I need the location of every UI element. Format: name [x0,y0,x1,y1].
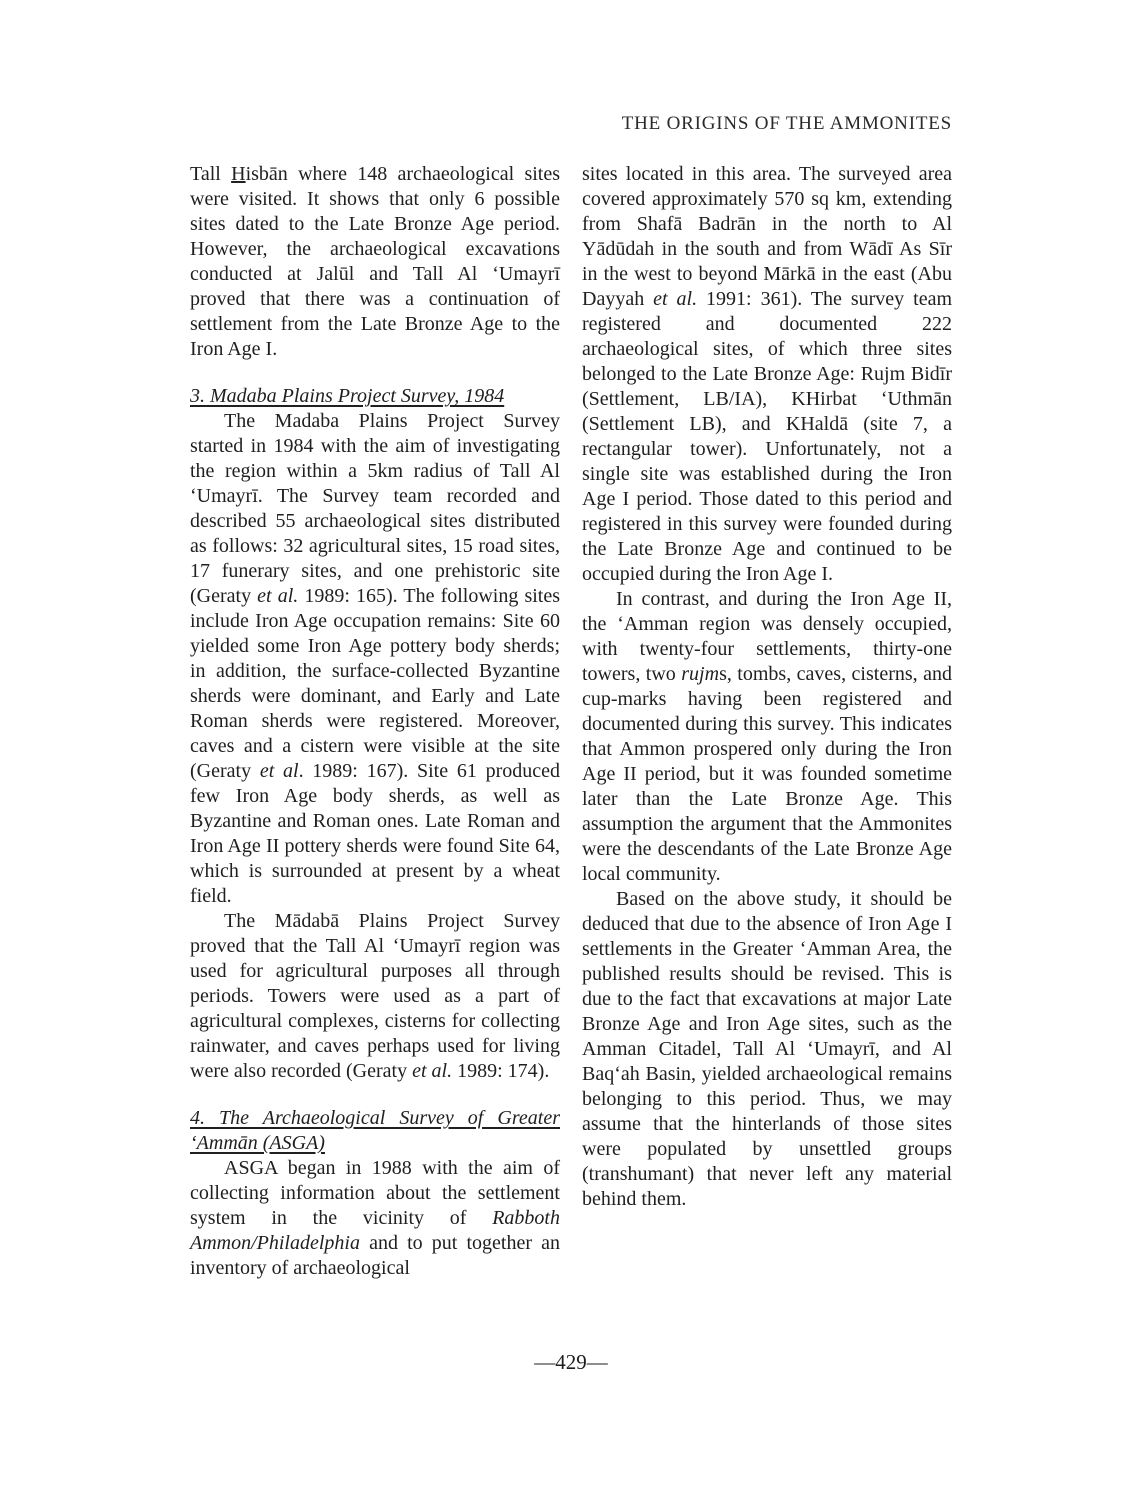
text-run: The Mādabā Plains Project Survey proved that the Tall Al ‘Umayrī region was used for agricultural purposes all through periods. Towers were used as a part of agricultural complexes, cisterns for collecting rainwater, and caves perhaps used for living were also recorded (Geraty [190,910,560,1082]
text-run: rujm [681,663,720,685]
text-run: 1991: 361). The survey team registered and documented 222 archaeological sites, of which three sites belonged to the Late Bronze Age: Rujm Bidīr (Settlement, LB/IA), KHirbat ‘Uthmān (Settlement LB), and KHaldā (site 7, a rectangular tower). Unfortunately, not a single site was established during the Iron Age I period. Those dated to this period and registered in this survey were founded during the Late Bronze Age and continued to be occupied during the Iron Age I. [582,288,953,585]
text-run: Tall [190,163,232,185]
text-run: and to put together an inventory of archaeological [190,1232,560,1279]
text-run: H [231,163,246,185]
text-run: 1989: 165). The following sites include Iron Age occupation remains: Site 60 yielded some Iron Age pottery body sherds; in addition, the surface-collected Byzantine sherds were dominant, and Early and Late Roman sherds were registered. Moreover, caves and a cistern were visible at the site (Geraty [190,585,561,782]
paragraph [582,887,952,1212]
text-run: 3. Madaba Plains Project Survey, 1984 [190,385,505,407]
text-run: ASGA began in 1988 with the aim of collecting information about the settlement system in the vicinity of [190,1157,560,1229]
paragraph [190,1156,560,1281]
paragraph [190,909,560,1084]
running-head: THE ORIGINS OF THE AMMONITES [621,113,952,134]
paragraph [582,587,952,887]
text-run: 4. The Archaeological Survey of Greater ‘Ammān (ASGA) [190,1107,560,1154]
text-run: s, tombs, caves, cisterns, and cup-marks having been registered and documented during this survey. This indicates that Ammon prospered only during the Iron Age II period, but it was founded sometime later than the Late Bronze Age. This assumption the argument that the Ammonites were the descendants of the Late Bronze Age local community. [582,663,952,885]
text-run: . 1989: 167). Site 61 produced few Iron Age body sherds, as well as Byzantine and Roman ones. Late Roman and Iron Age II pottery sherds were found Site 64, which is surrounded at present by a wheat field. [190,760,561,907]
text-run: Rabboth Ammon/Philadelphia [190,1207,560,1254]
paragraph [190,409,560,909]
text-run: 1989: 174). [452,1060,550,1082]
text-run: et al. [653,288,698,310]
right-column [582,162,952,1281]
section-heading [190,384,560,409]
paragraph [582,162,952,587]
left-column [190,162,560,1281]
section-heading [190,1106,560,1156]
text-run: et al. [412,1060,453,1082]
text-run: et al. [257,585,299,607]
paragraph [190,162,560,362]
text-run: Based on the above study, it should be deduced that due to the absence of Iron Age I settlements in the Greater ‘Amman Area, the published results should be revised. This is due to the fact that excavations at major Late Bronze Age and Iron Age sites, such as the Amman Citadel, Tall Al ‘Umayrī, and Al Baq‘ah Basin, yielded archaeological remains belonging to this period. Thus, we may assume that the hinterlands of those sites were populated by unsettled groups (transhumant) that never left any material behind them. [582,888,952,1210]
text-run: isbān where 148 archaeological sites were visited. It shows that only 6 possible sites dated to the Late Bronze Age period. However, the archaeological excavations conducted at Jalūl and Tall Al ‘Umayrī proved that there was a continuation of settlement from the Late Bronze Age to the Iron Age I. [190,163,561,360]
text-columns [190,162,952,1281]
text-run: et al [259,760,299,782]
text-run: The Madaba Plains Project Survey started in 1984 with the aim of investigating the region within a 5km radius of Tall Al ‘Umayrī. The Survey team recorded and described 55 archaeological sites distributed as follows: 32 agricultural sites, 15 road sites, 17 funerary sites, and one prehistoric site (Geraty [190,410,560,607]
text-run: In contrast, and during the Iron Age II, the ‘Amman region was densely occupied, with twenty-four settlements, thirty-one towers, two [582,588,952,685]
page-number: —429— [534,1350,608,1374]
text-run: sites located in this area. The surveyed area covered approximately 570 sq km, extending from Shafā Badrān in the north to Al Yādūdah in the south and from Wādī As Sīr in the west to beyond Mārkā in the east (Abu Dayyah [582,163,952,310]
